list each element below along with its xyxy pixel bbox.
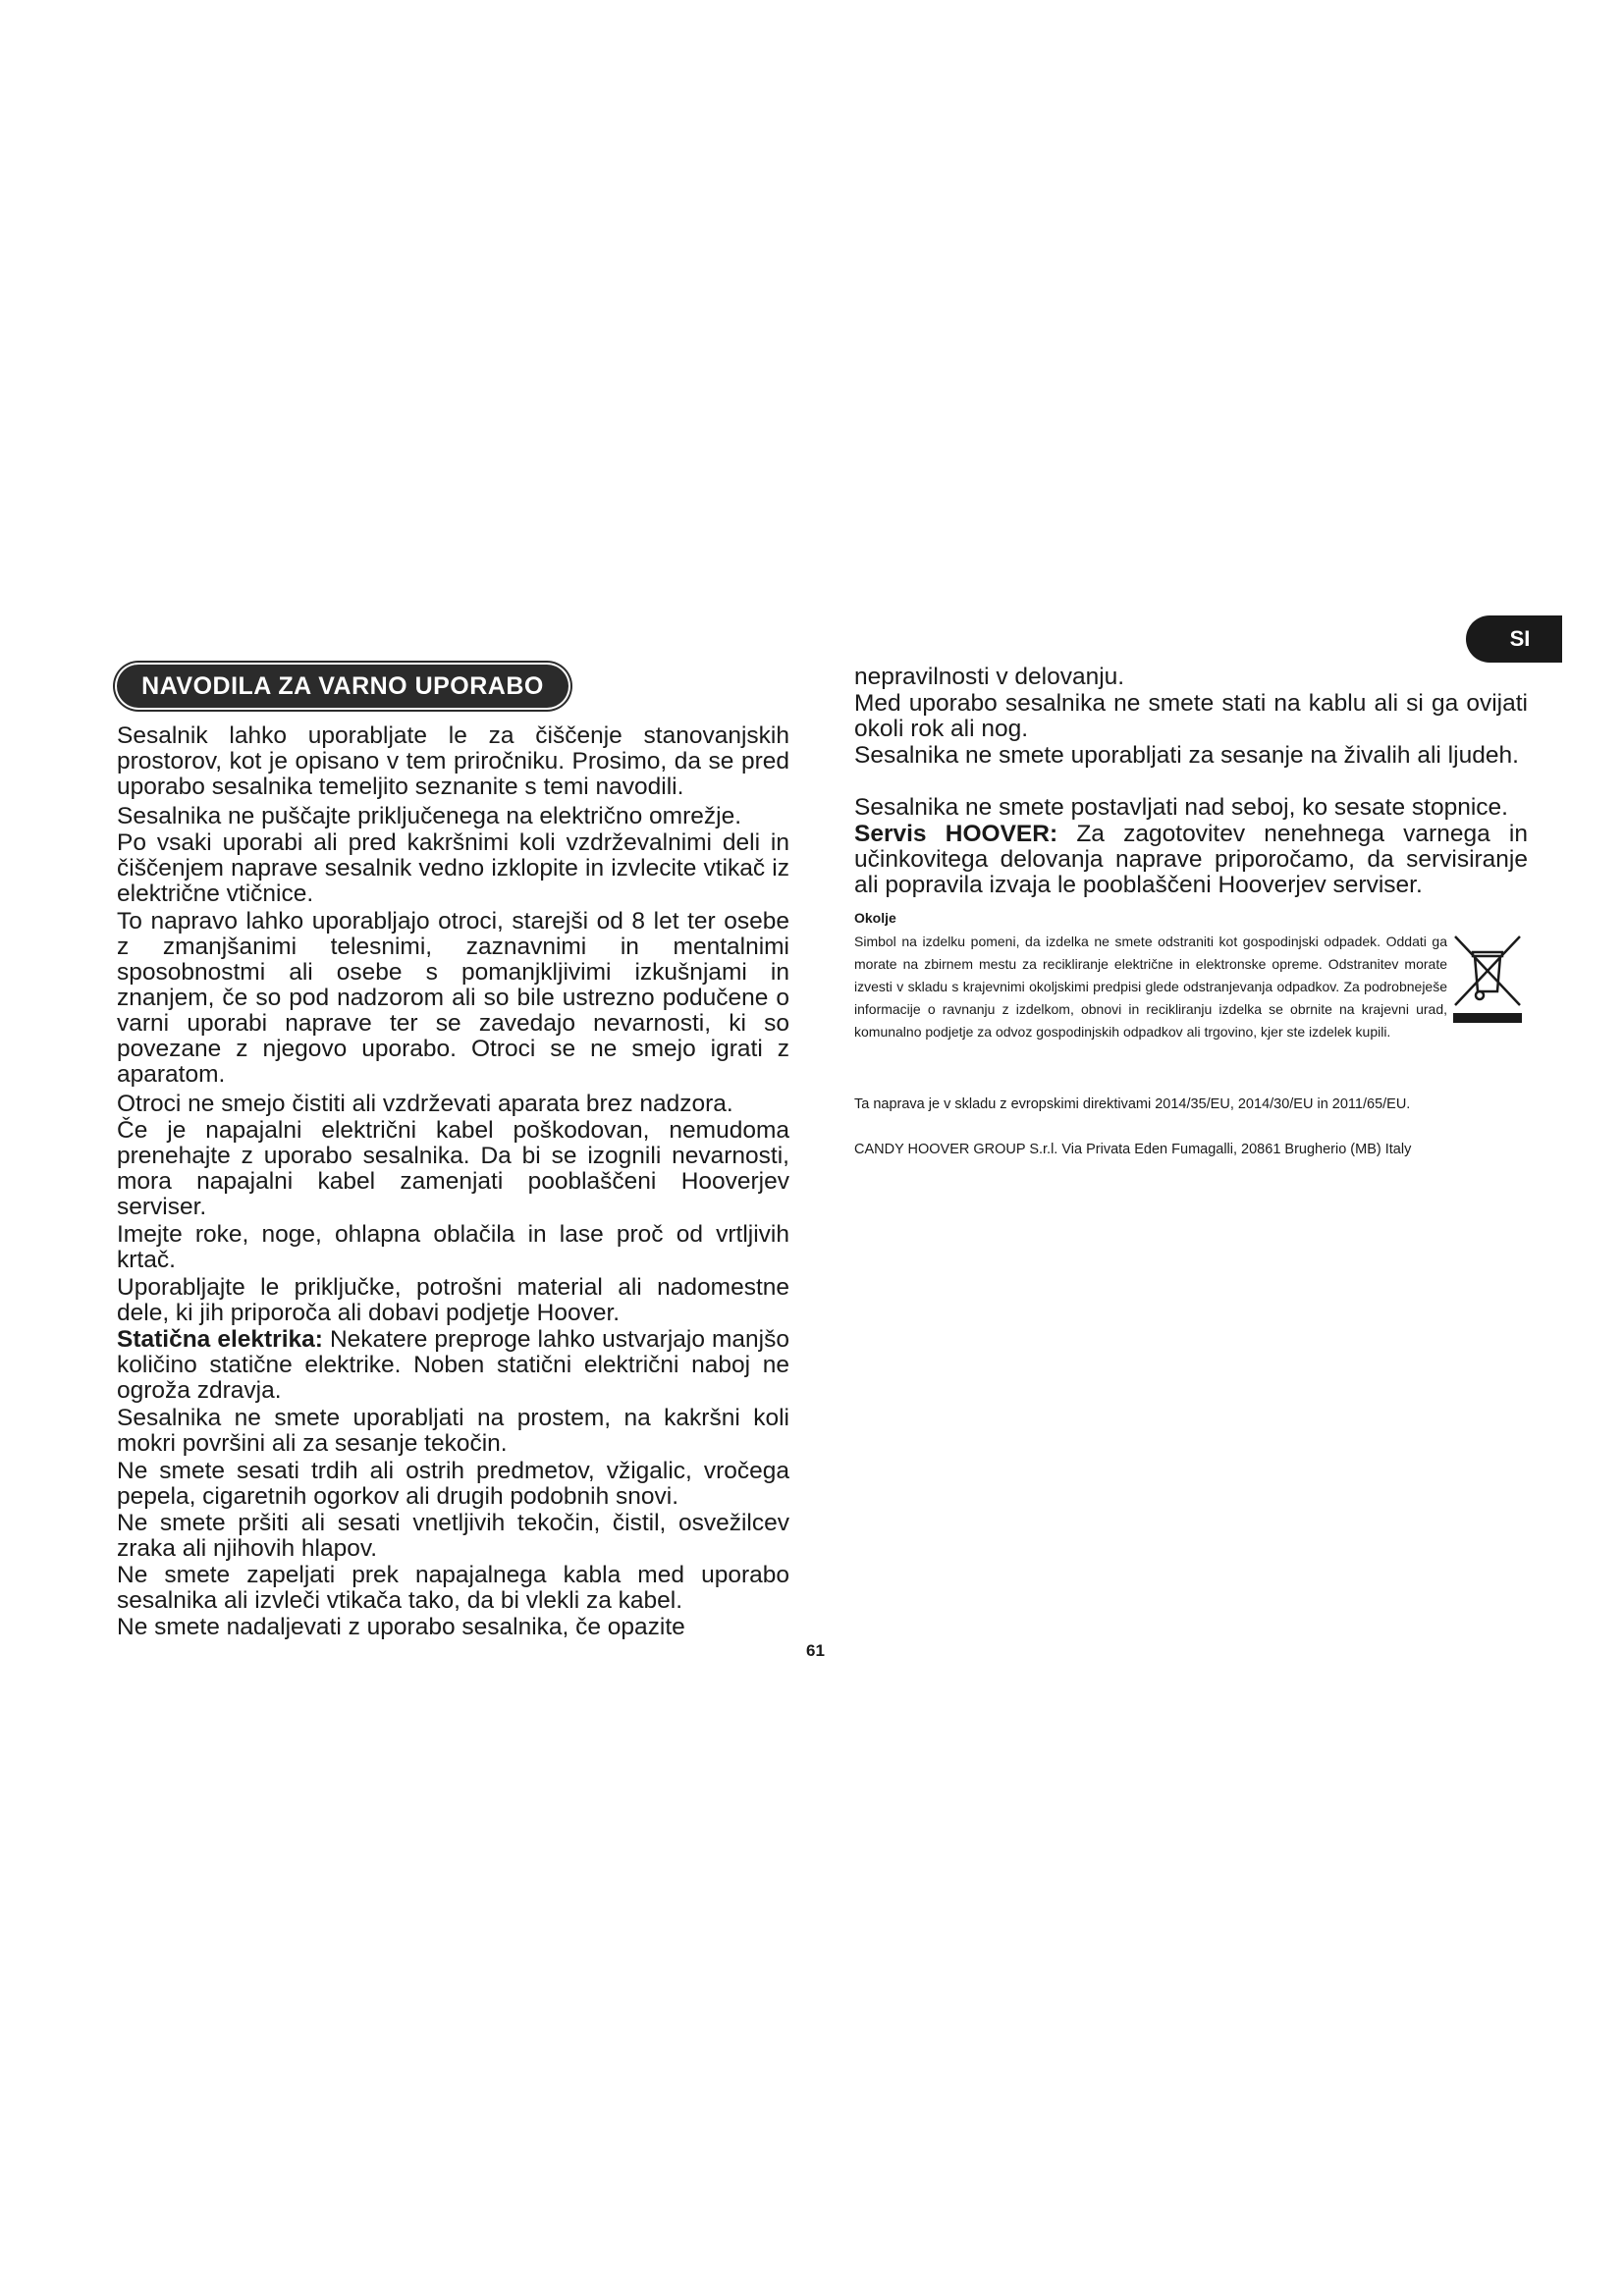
environment-heading: Okolje	[854, 910, 896, 926]
paragraph-accessories: Uporabljajte le priključke, potrošni material ali nadomestne dele, ki jih priporoča ali dobavi podjetje Hoover.	[117, 1274, 789, 1326]
paragraph-service	[854, 822, 1528, 898]
paragraph-children-cleaning: Otroci ne smejo čistiti ali vzdrževati aparata brez nadzora.	[117, 1091, 733, 1117]
static-label: Statična elektrika:	[117, 1326, 323, 1353]
paragraph-malfunction-end: nepravilnosti v delovanju.	[854, 664, 1125, 690]
paragraph-hard-objects: Ne smete sesati trdih ali ostrih predmetov, vžigalic, vročega pepela, cigaretnih ogorkov ali drugih podobnih snovi.	[117, 1458, 789, 1510]
language-badge: SI	[1466, 615, 1562, 663]
crossed-out-wheelie-bin-icon	[1453, 934, 1522, 1025]
paragraph-brushes: Imejte roke, noge, ohlapna oblačila in lase proč od vrtljivih krtač.	[117, 1221, 789, 1273]
paragraph-unplug: Sesalnika ne puščajte priključenega na električno omrežje.	[117, 803, 741, 829]
directives-text: Ta naprava je v skladu z evropskimi direktivami 2014/35/EU, 2014/30/EU in 2011/65/EU.	[854, 1096, 1411, 1112]
section-heading: NAVODILA ZA VARNO UPORABO	[117, 665, 568, 708]
paragraph-damaged-cable: Če je napajalni električni kabel poškodovan, nemudoma prenehajte z uporabo sesalnika. Da bi se izognili nevarnosti, mora napajalni kabel zamenjati pooblaščeni Hooverjev serviser.	[117, 1117, 789, 1220]
service-label: Servis HOOVER:	[854, 821, 1058, 847]
static-text: Nekatere preproge lahko ustvarjajo manjšo količino statične elektrike. Noben statični električni naboj ne ogroža zdravja.	[117, 1326, 789, 1404]
paragraph-animals: Sesalnika ne smete uporabljati za sesanje na živalih ali ljudeh.	[854, 742, 1519, 769]
company-address: CANDY HOOVER GROUP S.r.l. Via Privata Eden Fumagalli, 20861 Brugherio (MB) Italy	[854, 1142, 1412, 1157]
page-number: 61	[806, 1641, 825, 1660]
paragraph-flammable: Ne smete pršiti ali sesati vnetljivih tekočin, čistil, osvežilcev zraka ali njihovih hlapov.	[117, 1510, 789, 1562]
paragraph-children: To napravo lahko uporabljajo otroci, starejši od 8 let ter osebe z zmanjšanimi telesnimi, zaznavnimi in mentalnimi sposobnostmi ali osebe s pomanjkljivimi izkušnjami in znanjem, če so pod nadzorom ali so bile ustrezno podučene o varni uporabi naprave ter se zavedajo nevarnosti, ki so povezane z njegovo uporabo. Otroci se ne smejo igrati z aparatom.	[117, 908, 789, 1088]
paragraph-cable-pull: Ne smete zapeljati prek napajalnega kabla med uporabo sesalnika ali izvleči vtikača tako, da bi vlekli za kabel.	[117, 1562, 789, 1614]
paragraph-stairs: Sesalnika ne smete postavljati nad seboj, ko sesate stopnice.	[854, 794, 1508, 821]
paragraph-static	[117, 1327, 789, 1404]
service-text: Za zagotovitev nenehnega varnega in učinkovitega delovanja naprave priporočamo, da servisiranje ali popravila izvaja le pooblaščeni Hooverjev serviser.	[854, 821, 1528, 898]
paragraph-malfunction-start: Ne smete nadaljevati z uporabo sesalnika, če opazite	[117, 1614, 685, 1640]
paragraph-maintenance: Po vsaki uporabi ali pred kakršnimi koli vzdrževalnimi deli in čiščenjem naprave sesalnik vedno izklopite in izvlecite vtikač iz električne vtičnice.	[117, 829, 789, 907]
paragraph-cable-stand: Med uporabo sesalnika ne smete stati na kablu ali si ga ovijati okoli rok ali nog.	[854, 690, 1528, 742]
paragraph-outdoor: Sesalnika ne smete uporabljati na prostem, na kakršni koli mokri površini ali za sesanje tekočin.	[117, 1405, 789, 1457]
paragraph-intended-use: Sesalnik lahko uporabljate le za čiščenje stanovanjskih prostorov, kot je opisano v tem priročniku. Prosimo, da se pred uporabo sesalnika temeljito seznanite s temi navodili.	[117, 722, 789, 800]
environment-text: Simbol na izdelku pomeni, da izdelka ne smete odstraniti kot gospodinjski odpadek. Oddati ga morate na zbirnem mestu za recikliranje električne in elektronske opreme. Odstranitev morate izvesti v skladu s krajevnimi okoljskimi predpisi glede odstranjevanja odpadkov. Za podrobneješe informacije o ravnanju z izdelkom, obnovi in recikliranju izdelka se obrnite na krajevni urad, komunalno podjetje za odvoz gospodinjskih odpadkov ali trgovino, kjer ste izdelek kupili.	[854, 934, 1447, 1040]
